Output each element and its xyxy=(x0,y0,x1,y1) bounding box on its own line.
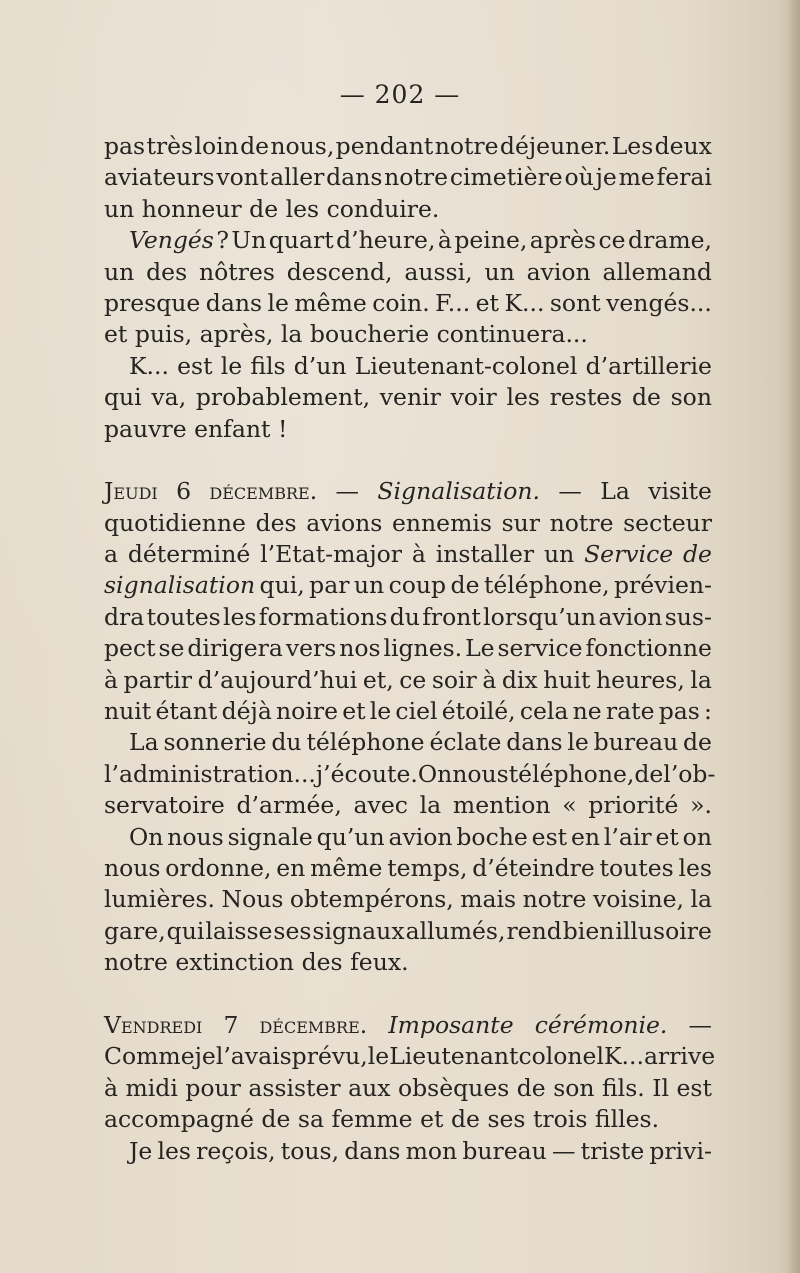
word: notre xyxy=(384,163,449,192)
text-line xyxy=(104,319,712,350)
word: à xyxy=(437,226,452,255)
word: allumés, xyxy=(405,916,506,945)
word: boucherie xyxy=(309,320,430,349)
word: déjeuner. xyxy=(499,132,611,160)
word: où xyxy=(564,163,594,192)
word: à xyxy=(411,540,426,569)
word: drame, xyxy=(628,226,712,255)
word: les xyxy=(223,602,257,631)
word: sont xyxy=(549,288,601,317)
text-line xyxy=(104,916,712,947)
word: la xyxy=(419,791,442,820)
word: l’ob- xyxy=(663,759,716,788)
text-line xyxy=(104,1104,712,1135)
word: ce xyxy=(399,665,427,694)
word: dans xyxy=(205,288,263,317)
word: prévu, xyxy=(291,1042,368,1071)
word: soir xyxy=(431,665,477,694)
text-line xyxy=(104,1041,716,1072)
word: les xyxy=(506,383,540,412)
word: après, xyxy=(199,320,274,349)
text-line xyxy=(104,947,712,978)
text-line xyxy=(104,257,712,288)
word: La xyxy=(600,477,630,506)
word: coup xyxy=(388,571,447,600)
word: peine, xyxy=(454,226,528,255)
word: avec xyxy=(353,791,408,820)
word: voisine, xyxy=(592,885,684,914)
word: nous xyxy=(452,759,509,788)
word: la xyxy=(690,885,712,914)
word: de xyxy=(683,540,712,569)
word: — xyxy=(558,477,582,506)
word: sonnerie xyxy=(163,728,267,757)
text-line xyxy=(104,570,712,601)
word: Service xyxy=(584,540,674,569)
word: restes xyxy=(549,383,623,412)
word: l’administration... xyxy=(104,759,316,788)
word: obtempérons, xyxy=(289,885,454,914)
word: privi- xyxy=(649,1136,712,1165)
text-line xyxy=(104,822,712,853)
word: rend xyxy=(506,916,562,945)
word: de xyxy=(240,132,270,160)
word: gare, xyxy=(104,916,166,945)
word: aussi, xyxy=(404,257,473,286)
word: de xyxy=(634,759,664,788)
word: et, xyxy=(362,665,394,694)
word: qu’un xyxy=(316,822,385,851)
word: bureau xyxy=(462,1136,547,1165)
word: reçois, xyxy=(196,1136,276,1165)
word: rate xyxy=(605,697,655,726)
word: ordonne, xyxy=(165,853,272,882)
word: sur xyxy=(501,508,540,537)
word: avion xyxy=(388,822,453,851)
word: On xyxy=(129,822,164,851)
word: nous xyxy=(104,853,161,882)
word: le xyxy=(220,351,243,380)
word: quotidienne xyxy=(104,508,246,537)
text-line xyxy=(104,853,712,884)
text-line xyxy=(104,194,712,225)
word: K... xyxy=(504,288,545,317)
text-line xyxy=(104,790,712,821)
word: j’écoute. xyxy=(315,759,418,788)
word: — xyxy=(688,1010,712,1039)
word: presque xyxy=(104,288,201,317)
word: me xyxy=(618,163,655,192)
word: Nous xyxy=(221,885,284,914)
word: cela xyxy=(519,697,569,726)
text-line xyxy=(104,696,712,727)
word: Le xyxy=(465,634,495,663)
text-line xyxy=(104,1010,712,1041)
word: service xyxy=(497,634,583,663)
word: de xyxy=(450,571,480,600)
text-line xyxy=(104,602,712,633)
word: 6 xyxy=(176,477,192,506)
word: je xyxy=(194,1042,216,1071)
word: à xyxy=(104,1073,119,1102)
text-line xyxy=(104,759,716,790)
word: obsèques xyxy=(397,1073,510,1102)
text-line xyxy=(104,539,712,570)
word: « xyxy=(562,791,577,820)
word: accompagné xyxy=(104,1105,254,1134)
word: ce xyxy=(598,226,626,255)
section-gap xyxy=(104,445,712,476)
word: Lieutenant-colonel xyxy=(354,351,578,380)
word: les xyxy=(285,194,320,223)
word: dans xyxy=(344,1136,401,1165)
word: filles. xyxy=(594,1105,660,1134)
word: lumières. xyxy=(104,885,216,914)
word: Lieutenant xyxy=(389,1042,519,1071)
word: mention xyxy=(452,791,551,820)
word: de xyxy=(516,1073,546,1102)
word: deux xyxy=(654,132,712,160)
word: l’Etat-major xyxy=(260,540,403,569)
word: ennemis xyxy=(391,508,492,537)
word: heures, xyxy=(595,665,685,694)
text-line xyxy=(104,351,712,382)
word: téléphone, xyxy=(508,759,635,788)
word: pauvre xyxy=(104,414,187,443)
word: sus- xyxy=(664,602,712,631)
word: Je xyxy=(129,1136,153,1165)
word: notre xyxy=(104,948,168,977)
word: les xyxy=(157,1136,191,1165)
word: dans xyxy=(326,163,383,192)
word: le xyxy=(367,1042,390,1071)
word: son xyxy=(670,383,712,412)
word: secteur xyxy=(623,508,712,537)
word: à xyxy=(104,665,119,694)
word: partir xyxy=(123,665,193,694)
word: qui xyxy=(104,383,142,412)
page-number: — 202 — xyxy=(339,80,461,109)
word: du xyxy=(389,602,420,631)
text-line xyxy=(104,1136,712,1167)
word: — xyxy=(551,1136,576,1165)
word: signale xyxy=(227,822,313,851)
word: le xyxy=(267,288,289,317)
word: de xyxy=(683,728,712,757)
word: ! xyxy=(277,414,288,443)
word: va, xyxy=(151,383,187,412)
word: visite xyxy=(648,477,712,506)
word: qui, xyxy=(259,571,305,600)
word: signalisation xyxy=(104,571,256,600)
text-line xyxy=(104,288,712,319)
word: 7 xyxy=(223,1010,239,1039)
word: bureau xyxy=(593,728,679,757)
word: mon xyxy=(405,1136,458,1165)
word: honneur xyxy=(141,194,242,223)
word: même xyxy=(310,853,383,882)
word: par xyxy=(309,571,350,600)
word: trois xyxy=(532,1105,588,1134)
word: ferai xyxy=(656,163,712,192)
word: téléphone, xyxy=(483,571,610,600)
word: temps, xyxy=(387,853,468,882)
word: Les xyxy=(611,132,654,160)
text-line xyxy=(104,727,712,758)
word: dra xyxy=(104,602,145,631)
word: des xyxy=(146,257,188,286)
word: K... xyxy=(603,1042,644,1071)
word: est xyxy=(676,1073,712,1102)
word: enfant xyxy=(194,414,271,443)
word: ses xyxy=(273,916,312,945)
word: en xyxy=(570,822,600,851)
word: d’un xyxy=(293,351,347,380)
word: Comme xyxy=(104,1042,195,1071)
word: Un xyxy=(231,226,267,255)
word: et xyxy=(104,320,128,349)
word: Il xyxy=(652,1073,670,1102)
word: cérémonie. xyxy=(534,1010,668,1039)
word: pendant xyxy=(335,132,434,160)
word: déterminé xyxy=(127,540,251,569)
word: d’heure, xyxy=(336,226,436,255)
word: aviateurs xyxy=(104,163,215,192)
word: ses xyxy=(487,1105,526,1134)
word: est xyxy=(531,822,568,851)
word: son xyxy=(553,1073,595,1102)
word: tous, xyxy=(280,1136,340,1165)
page-edge-shadow xyxy=(786,0,800,1273)
word: sa xyxy=(297,1105,324,1134)
word: téléphone xyxy=(306,728,425,757)
word: servatoire xyxy=(104,791,225,820)
word: a xyxy=(104,540,119,569)
word: fils xyxy=(250,351,286,380)
word: déjà xyxy=(221,697,272,726)
word: après xyxy=(529,226,597,255)
word: notre xyxy=(549,508,614,537)
word: On xyxy=(417,759,453,788)
word: nous xyxy=(167,822,224,851)
text-line xyxy=(104,884,712,915)
text-line xyxy=(104,225,712,256)
word: Imposante xyxy=(388,1010,514,1039)
word: boche xyxy=(456,822,528,851)
word: de xyxy=(631,383,661,412)
word: dix xyxy=(501,665,538,694)
word: toutes xyxy=(146,602,221,631)
word: mais xyxy=(460,885,517,914)
text-line xyxy=(104,665,712,696)
word: dirigera xyxy=(187,634,283,663)
word: vengés... xyxy=(606,288,712,317)
word: le xyxy=(369,697,392,726)
word: colonel xyxy=(518,1042,604,1071)
word: formations xyxy=(258,602,388,631)
word: d’éteindre xyxy=(472,853,595,882)
word: les xyxy=(678,853,712,882)
word: avion xyxy=(526,257,591,286)
word: La xyxy=(129,728,159,757)
word: qui xyxy=(166,916,205,945)
word: cimetière xyxy=(449,163,563,192)
word: et xyxy=(655,822,679,851)
word: vers xyxy=(285,634,337,663)
word: un xyxy=(353,571,385,600)
word: nos xyxy=(339,634,381,663)
word: et xyxy=(475,288,499,317)
text-line xyxy=(104,476,712,507)
word: aller xyxy=(270,163,325,192)
word: dans xyxy=(506,728,563,757)
word: allemand xyxy=(602,257,712,286)
word: de xyxy=(450,1105,480,1134)
word: d’aujourd’hui xyxy=(197,665,358,694)
word: avion xyxy=(598,602,663,631)
word: bien xyxy=(562,916,615,945)
word: pour xyxy=(185,1073,241,1102)
section-gap xyxy=(104,979,712,1010)
word: front xyxy=(422,602,481,631)
word: ne xyxy=(572,697,602,726)
word: nôtres xyxy=(198,257,275,286)
word: priorité xyxy=(588,791,679,820)
word: — xyxy=(335,477,360,506)
word: notre xyxy=(434,132,499,160)
word: loin xyxy=(194,132,239,160)
text-line xyxy=(104,633,712,664)
word: avions xyxy=(306,508,383,537)
word: on xyxy=(682,822,712,851)
word: notre xyxy=(522,885,587,914)
word: décembre. xyxy=(259,1010,368,1039)
word: extinction xyxy=(175,948,295,977)
word: lignes. xyxy=(383,634,463,663)
word: étoilé, xyxy=(441,697,516,726)
word: laisse xyxy=(205,916,273,945)
word: et xyxy=(342,697,366,726)
word: Vengés xyxy=(129,226,214,255)
word: K... xyxy=(129,351,169,380)
word: Jeudi xyxy=(104,477,158,506)
word: continuera... xyxy=(436,320,588,349)
word: un xyxy=(104,257,135,286)
text-line xyxy=(104,131,712,162)
word: un xyxy=(543,540,575,569)
word: F... xyxy=(435,288,471,317)
word: et xyxy=(420,1105,444,1134)
text-line xyxy=(104,508,712,539)
word: nuit xyxy=(104,697,152,726)
word: arrive xyxy=(643,1042,716,1071)
word: pect xyxy=(104,634,156,663)
word: Vendredi xyxy=(104,1010,203,1039)
word: assister xyxy=(248,1073,341,1102)
word: d’artillerie xyxy=(585,351,712,380)
word: la xyxy=(280,320,303,349)
word: décembre. xyxy=(209,477,318,506)
word: toutes xyxy=(599,853,674,882)
word: très xyxy=(146,132,194,160)
word: quart xyxy=(268,226,334,255)
word: coin. xyxy=(372,288,430,317)
word: ciel xyxy=(395,697,438,726)
text-line xyxy=(104,382,712,413)
word: feux. xyxy=(350,948,409,977)
word: fonctionne xyxy=(585,634,712,663)
word: pas xyxy=(658,697,700,726)
word: éclate xyxy=(429,728,502,757)
word: fils. xyxy=(602,1073,645,1102)
word: des xyxy=(255,508,297,537)
text-line xyxy=(104,414,712,445)
word: ». xyxy=(690,791,712,820)
word: signaux xyxy=(312,916,405,945)
text-line xyxy=(104,1073,712,1104)
word: en xyxy=(276,853,306,882)
word: descend, xyxy=(286,257,393,286)
word: de xyxy=(249,194,279,223)
word: ? xyxy=(216,226,229,255)
word: femme xyxy=(331,1105,413,1134)
word: étant xyxy=(155,697,218,726)
word: noire xyxy=(276,697,338,726)
word: la xyxy=(690,665,712,694)
page-body-text xyxy=(104,131,716,1167)
text-line xyxy=(104,162,712,193)
word: pas xyxy=(104,132,146,160)
word: illusoire xyxy=(615,916,712,945)
word: aux xyxy=(348,1073,391,1102)
word: Signalisation. xyxy=(377,477,541,506)
word: est xyxy=(177,351,213,380)
word: à xyxy=(482,665,497,694)
word: huit xyxy=(543,665,591,694)
word: installer xyxy=(435,540,535,569)
word: l’air xyxy=(603,822,652,851)
word: un xyxy=(104,194,135,223)
word: même xyxy=(294,288,367,317)
word: prévien- xyxy=(614,571,712,600)
word: le xyxy=(567,728,589,757)
word: un xyxy=(484,257,515,286)
word: : xyxy=(704,697,712,726)
word: se xyxy=(158,634,185,663)
word: je xyxy=(595,163,617,192)
word: nous, xyxy=(270,132,335,160)
word: lorsqu’un xyxy=(483,602,597,631)
word: du xyxy=(271,728,302,757)
word: voir xyxy=(450,383,497,412)
word: vont xyxy=(216,163,269,192)
word: puis, xyxy=(134,320,193,349)
word: triste xyxy=(580,1136,645,1165)
word: probablement, xyxy=(195,383,371,412)
word: l’avais xyxy=(215,1042,292,1071)
word: conduire. xyxy=(326,194,440,223)
word: venir xyxy=(379,383,441,412)
word: midi xyxy=(125,1073,178,1102)
word: d’armée, xyxy=(236,791,342,820)
word: de xyxy=(261,1105,291,1134)
word: des xyxy=(301,948,343,977)
